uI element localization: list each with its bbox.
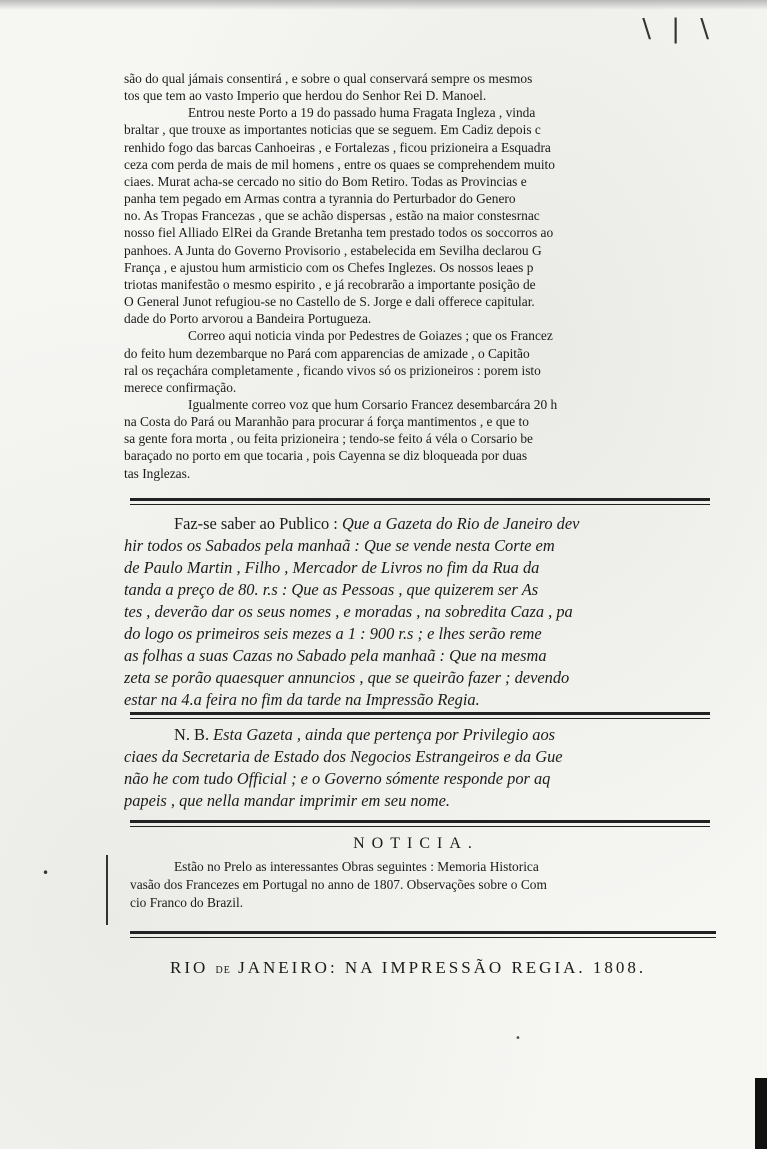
notice-lead-italic: Que a Gazeta do Rio de Janeiro dev <box>337 514 580 533</box>
news-column <box>124 70 696 482</box>
imprint-line <box>170 958 730 978</box>
news-line: nosso fiel Alliado ElRei da Grande Bretanha tem prestado todos os soccorros ao <box>124 225 554 241</box>
section-rule <box>130 498 710 501</box>
news-line: Correo aqui noticia vinda por Pedestres de Goiazes ; que os Francez <box>188 328 553 344</box>
section-rule <box>130 718 710 719</box>
section-rule <box>130 712 710 715</box>
margin-rule <box>106 855 108 925</box>
news-line: O General Junot refugiou-se no Castello de S. Jorge e dali offerece capitular. <box>124 294 535 310</box>
news-line: França , e ajustou hum armisticio com os Chefes Inglezes. Os nossos leaes p <box>124 259 534 275</box>
scan-edge-bar <box>755 1078 767 1149</box>
section-rule <box>130 504 710 505</box>
news-line: triotas manifestão o mesmo espirito , e já recobrarão a importante posição de <box>124 276 536 292</box>
notice-first-line <box>124 513 708 535</box>
nb-first-line <box>124 724 708 746</box>
notice-line: hir todos os Sabados pela manhaã : Que se vende nesta Corte em <box>124 536 555 555</box>
section-rule <box>130 931 716 934</box>
notice-line: estar na 4.a feira no fim da tarde na Impressão Regia. <box>124 690 480 709</box>
nb-line: papeis , que nella mandar imprimir em seu nome. <box>124 791 450 810</box>
nb-label: N. B. <box>174 725 210 744</box>
notice-line: do logo os primeiros seis mezes a 1 : 900 r.s ; e lhes serão reme <box>124 624 542 643</box>
notice-lead-text: Faz-se saber ao Publico : <box>174 514 338 533</box>
news-line: do feito hum dezembarque no Pará com apparencias de amizade , o Capitão <box>124 345 530 361</box>
news-line: baraçado no porto em que tocaria , pois Cayenna se diz bloqueada por duas <box>124 448 528 464</box>
noticia-line: Estão no Prelo as interessantes Obras seguintes : Memoria Historica <box>174 859 539 874</box>
noticia-line: vasão dos Francezes em Portugal no anno de 1807. Observações sobre o Com <box>130 877 547 892</box>
news-line: tas Inglezas. <box>124 465 191 481</box>
news-line: ciaes. Murat acha-se cercado no sitio do Bom Retiro. Todas as Provincias e <box>124 173 527 189</box>
news-line: sa gente fora morta , ou feita prizioneira ; tendo-se feito á véla o Corsario be <box>124 431 533 447</box>
news-line: dade do Porto arvorou a Bandeira Portugueza. <box>124 311 372 327</box>
gazette-notice <box>124 513 708 711</box>
notice-line: de Paulo Martin , Filho , Mercador de Livros no fim da Rua da <box>124 558 540 577</box>
news-line: panha tem pegado em Armas contra a tyrannia do Perturbador do Genero <box>124 191 516 207</box>
news-line: panhoes. A Junta do Governo Provisorio , estabelecida em Sevilha declarou G <box>124 242 542 258</box>
imprint-press: JANEIRO: NA IMPRESSÃO REGIA. 1808. <box>230 958 647 977</box>
section-rule <box>130 820 710 823</box>
news-line: na Costa do Pará ou Maranhão para procurar á força mantimentos , e que to <box>124 414 529 430</box>
scan-top-edge <box>0 0 767 10</box>
corner-pen-marks: \ | \ <box>642 14 715 44</box>
ink-speck: • <box>42 866 50 880</box>
nota-bene <box>124 724 708 812</box>
news-line: Igualmente correo voz que hum Corsario Francez desembarcára 20 h <box>188 396 558 412</box>
nb-lead-italic: Esta Gazeta , ainda que pertença por Privilegio aos <box>209 725 556 744</box>
news-line: Entrou neste Porto a 19 do passado huma Fragata Ingleza , vinda <box>188 105 536 121</box>
imprint-city: RIO <box>170 958 216 977</box>
imprint-de: DE <box>215 965 231 976</box>
noticia-line: cio Franco do Brazil. <box>130 895 244 910</box>
news-line: no. As Tropas Francezas , que se achão dispersas , estão na maior constesrnac <box>124 208 540 224</box>
ink-speck: • <box>515 1033 521 1044</box>
nb-line: não he com tudo Official ; e o Governo sómente responde por aq <box>124 769 551 788</box>
nb-line: ciaes da Secretaria de Estado dos Negocios Estrangeiros e da Gue <box>124 747 563 766</box>
news-line: tos que tem ao vasto Imperio que herdou do Senhor Rei D. Manoel. <box>124 88 487 104</box>
news-line: ceza com perda de mais de mil homens , entre os quaes se comprehendem muito <box>124 156 555 172</box>
news-line: são do qual jámais consentirá , e sobre o qual conservará sempre os mesmos <box>124 71 533 86</box>
notice-line: as folhas a suas Cazas no Sabado pela manhaã : Que na mesma <box>124 646 547 665</box>
notice-line: tes , deverão dar os seus nomes , e moradas , na sobredita Caza , pa <box>124 602 573 621</box>
noticia-body <box>130 858 706 912</box>
noticia-heading: NOTICIA. <box>353 835 479 852</box>
news-line: braltar , que trouxe as importantes noticias que se seguem. Em Cadiz depois c <box>124 122 541 138</box>
section-rule <box>130 937 716 938</box>
notice-line: zeta se porão quaesquer annuncios , que se queirão fazer ; devendo <box>124 668 570 687</box>
news-line: renhido fogo das barcas Canhoeiras , e Fortalezas , ficou prizioneira a Esquadra <box>124 139 551 155</box>
notice-line: tanda a preço de 80. r.s : Que as Pessoas , que quizerem ser As <box>124 580 539 599</box>
section-rule <box>130 826 710 827</box>
news-line: merece confirmação. <box>124 379 237 395</box>
news-line: ral os reçachára completamente , ficando vivos só os prizioneiros : porem isto <box>124 362 541 378</box>
